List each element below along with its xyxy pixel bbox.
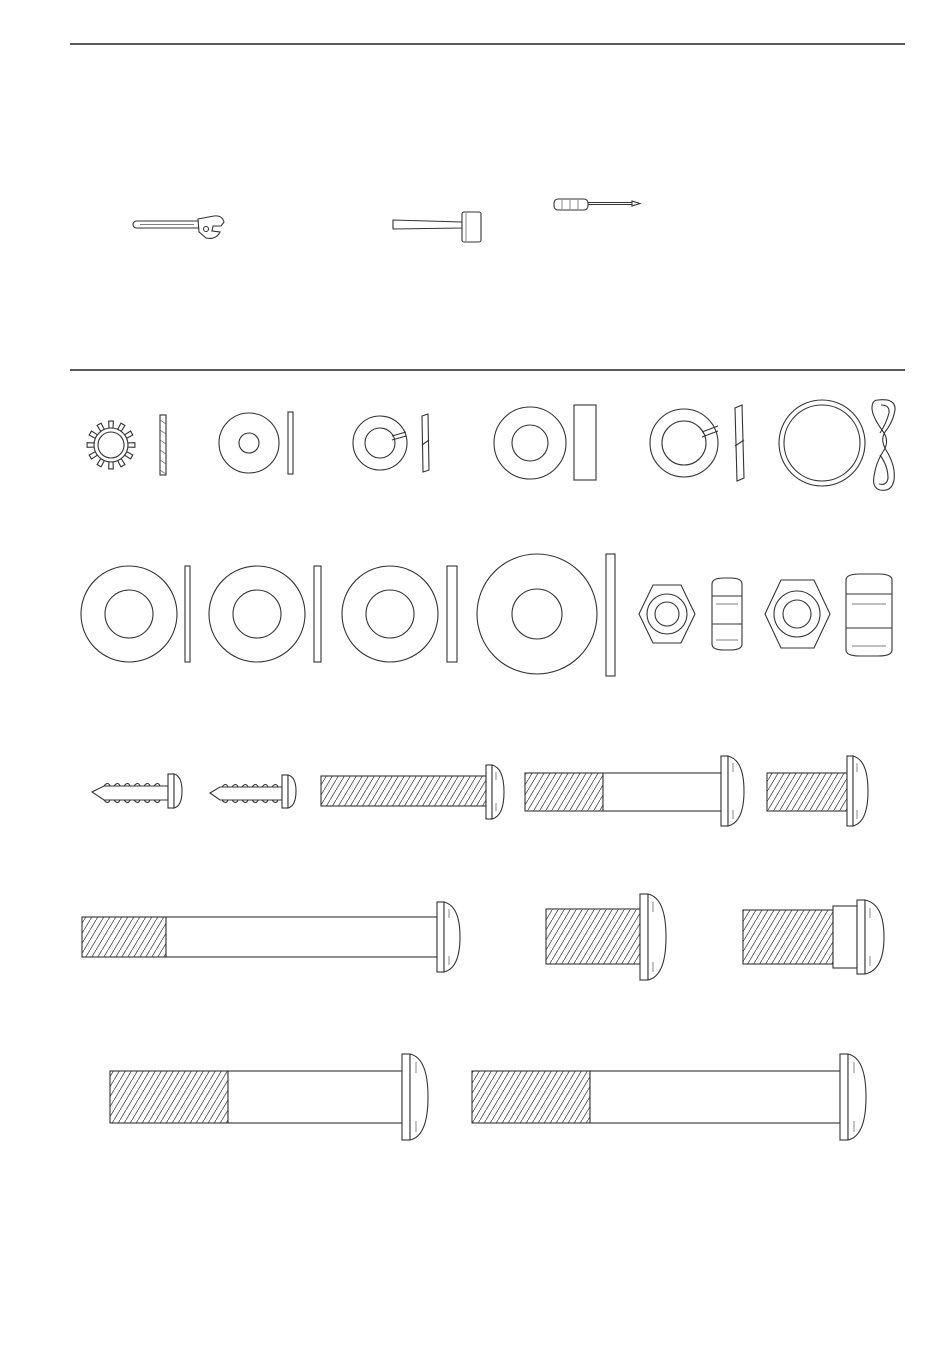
thick-flat-washer-icon	[494, 405, 596, 480]
star-washer-tooth	[128, 443, 135, 448]
long-shoulder-bolt-icon	[82, 902, 460, 972]
tapping-screw-icon	[210, 775, 296, 808]
small-split-washer-icon	[353, 414, 429, 472]
small-flat-washer-icon	[219, 412, 293, 474]
shoulder-bolt-icon	[525, 756, 744, 826]
large-flat-washer-icon	[209, 566, 321, 662]
extra-large-flat-washer-icon	[477, 554, 615, 676]
large-flat-washer-icon	[81, 566, 190, 662]
wave-washer-icon	[779, 400, 895, 491]
shoulder-bolt-icon	[110, 1054, 428, 1140]
flanged-bolt-icon	[743, 900, 884, 974]
star-lock-washer-icon	[87, 415, 166, 475]
adjustable-wrench-icon	[133, 216, 224, 239]
tapping-screw-icon	[92, 774, 182, 808]
split-washer-icon	[650, 405, 744, 481]
star-washer-tooth	[109, 421, 114, 428]
button-head-screw-icon	[546, 894, 666, 980]
phillips-screwdriver-icon	[554, 199, 640, 210]
rubber-mallet-icon	[393, 212, 481, 242]
star-washer-tooth	[109, 462, 114, 469]
large-flat-washer-icon	[342, 566, 457, 662]
button-head-screw-icon	[767, 756, 868, 826]
nylon-lock-nut-icon	[639, 578, 742, 650]
star-washer-tooth	[87, 443, 94, 448]
button-head-screw-icon	[321, 765, 504, 819]
long-shoulder-bolt-icon	[472, 1054, 866, 1140]
nylon-lock-nut-icon	[765, 574, 892, 656]
